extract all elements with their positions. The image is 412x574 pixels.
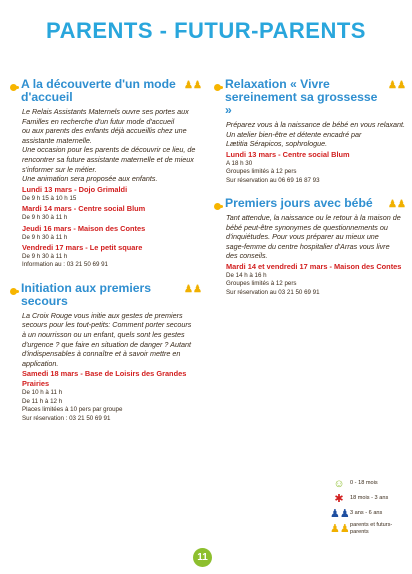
session-time: De 14 h à 16 h bbox=[226, 271, 267, 279]
section-title: Initiation aux premiers secours bbox=[21, 280, 152, 308]
right-column bbox=[214, 78, 406, 309]
groups-info: Groupes limités à 12 pers bbox=[226, 280, 297, 288]
bullet-icon bbox=[10, 288, 17, 295]
bullet-icon bbox=[214, 84, 221, 91]
children-icon: ♟♟ bbox=[330, 508, 350, 520]
section-title: Relaxation « Vivre sereinement sa grossesse » bbox=[225, 77, 378, 117]
left-column bbox=[10, 78, 202, 435]
booking-info: Sur réservation au 06 69 16 87 93 bbox=[226, 176, 320, 184]
bullet-icon bbox=[214, 203, 221, 210]
legend-label: 0 - 18 mois bbox=[350, 480, 378, 486]
legend-label: 18 mois - 3 ans bbox=[350, 495, 389, 501]
section-relaxation bbox=[214, 78, 406, 185]
groups-info: Groupes limités à 12 pers bbox=[226, 168, 297, 176]
session-title: Jeudi 16 mars - Maison des Contes bbox=[22, 223, 146, 233]
section-bebe bbox=[214, 197, 406, 297]
age-legend bbox=[330, 476, 408, 536]
family-icon: ♟♟ bbox=[388, 199, 406, 210]
legend-label: parents et futurs-parents bbox=[350, 521, 393, 535]
session-title: Lundi 13 mars - Dojo Grimaldi bbox=[22, 184, 128, 194]
session-time: De 9 h 15 à 10 h 15 bbox=[22, 194, 77, 202]
session-time: De 11 h à 12 h bbox=[22, 397, 63, 405]
page-number: 11 bbox=[193, 548, 212, 567]
legend-label: 3 ans - 6 ans bbox=[350, 510, 383, 516]
page-title: PARENTS - FUTUR-PARENTS bbox=[46, 18, 366, 43]
session-time: De 10 h à 11 h bbox=[22, 389, 63, 397]
session-time: De 9 h 30 à 11 h bbox=[22, 233, 68, 241]
session-title: Vendredi 17 mars - Le petit square bbox=[22, 242, 143, 252]
section-title: Premiers jours avec bébé bbox=[225, 196, 373, 210]
section-assmat bbox=[10, 78, 202, 270]
contact-info: Information au : 03 21 50 69 91 bbox=[22, 261, 108, 269]
session-title: Mardi 14 mars - Centre social Blum bbox=[22, 204, 146, 214]
section-description: Tant attendue, la naissance ou le retour à la maison de bébé peut-être synonymes de questionnements ou d'inquiétudes. Pour vous préparer au mieux une sage-femme du centre hospitalier d'Arras vous livre des conseils. bbox=[226, 213, 401, 261]
bullet-icon bbox=[10, 84, 17, 91]
family-icon: ♟♟ bbox=[184, 283, 202, 295]
booking-info: Sur réservation : 03 21 50 69 91 bbox=[22, 414, 111, 422]
session-title: Lundi 13 mars - Centre social Blum bbox=[226, 149, 350, 159]
section-title: A la découverte d'un mode d'accueil bbox=[21, 77, 176, 104]
session-title: Samedi 18 mars - Base de Loisirs des Grandes Prairies bbox=[22, 369, 187, 389]
family-icon: ♟♟ bbox=[330, 523, 350, 535]
booking-info: Sur réservation au 03 21 50 69 91 bbox=[226, 288, 320, 296]
places-info: Places limitées à 10 pers par groupe bbox=[22, 406, 123, 414]
section-description: Le Relais Assistants Maternels ouvre ses portes aux Familles en recherche d'un futur mode d'accueil ou aux parents des enfants déjà accueillis chez une assistante maternelle. Une occasion pour les parents de découvrir ce lieu, de rencontrer sa future assistante maternelle et de mieux s'informer sur le métier. Une animation sera proposée aux enfants. bbox=[22, 107, 196, 184]
section-secours bbox=[10, 282, 202, 423]
toddler-icon: ✱ bbox=[334, 493, 344, 505]
session-list bbox=[22, 185, 202, 270]
session-time: De 9 h 30 à 11 h bbox=[22, 252, 68, 260]
section-description: Préparez vous à la naissance de bébé en vous relaxant. Un atelier bien-être et détente encadré par Lætitia Sérapicos, sophrologue. bbox=[226, 120, 406, 149]
session-time: De 9 h 30 à 11 h bbox=[22, 214, 68, 222]
baby-icon: ☺ bbox=[333, 477, 345, 490]
family-icon: ♟♟ bbox=[388, 80, 406, 91]
family-icon: ♟♟ bbox=[184, 80, 202, 91]
session-time: A 18 h 30 bbox=[226, 159, 253, 167]
section-description: La Croix Rouge vous initie aux gestes de premiers secours pour les tout-petits: Comment porter secours à un nourrisson ou un enfant, quels sont les gestes d'urgence ? que faire en situation de danger ? Autant d'indispensables à connaître et à savoir mettre en application. bbox=[22, 310, 192, 368]
session-title: Mardi 14 et vendredi 17 mars - Maison des Contes bbox=[226, 261, 402, 271]
